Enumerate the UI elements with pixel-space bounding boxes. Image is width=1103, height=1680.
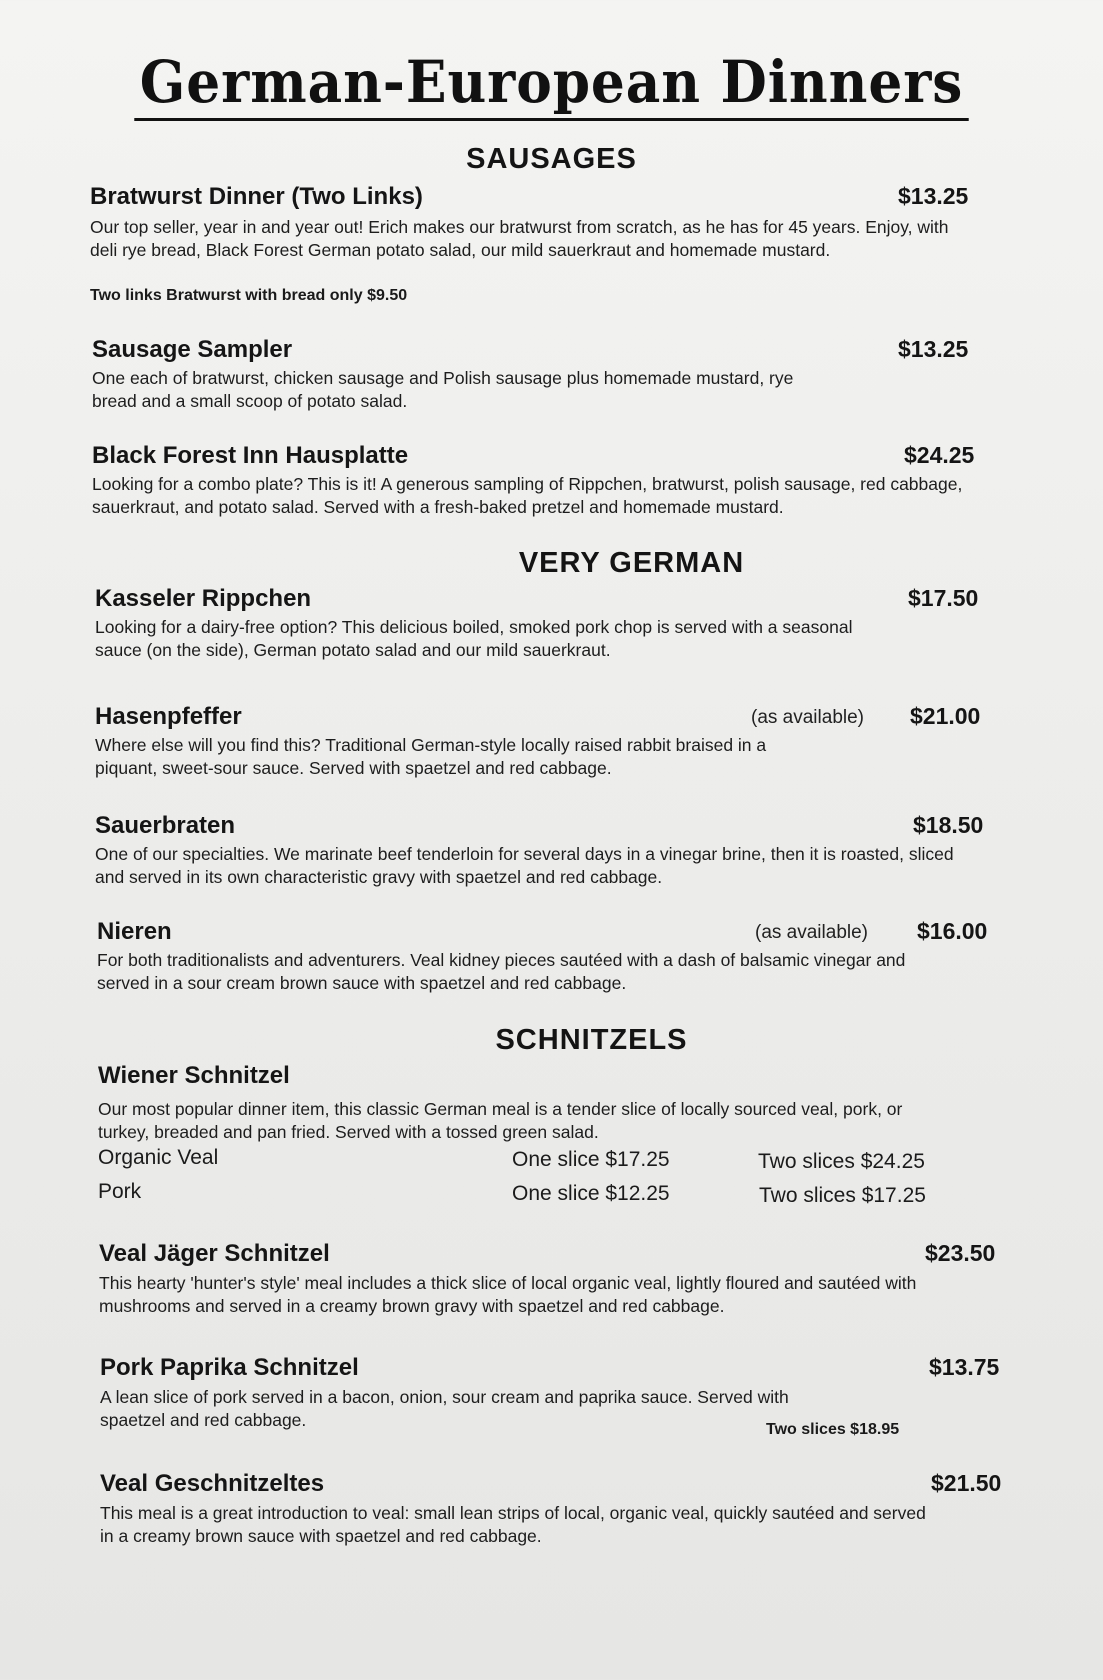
option-two-slices-organic-veal: Two slices $24.25: [758, 1150, 925, 1173]
item-description: Our top seller, year in and year out! Erich makes our bratwurst from scratch, as he has for 45 years. Enjoy, with deli rye bread, Black Forest German potato salad, our mild sauerkraut and homemade mustard.: [90, 217, 949, 260]
option-one-slice-organic-veal: One slice $17.25: [512, 1148, 670, 1171]
item-description: Looking for a dairy-free option? This delicious boiled, smoked pork chop is served with a seasonal sauce (on the side), German potato salad and our mild sauerkraut.: [95, 617, 853, 660]
item-description: A lean slice of pork served in a bacon, onion, sour cream and paprika sauce. Served with spaetzel and red cabbage.: [100, 1387, 789, 1430]
item-price: $13.75: [929, 1354, 1000, 1380]
option-label-organic-veal: Organic Veal: [98, 1146, 219, 1169]
section-heading-very-german: VERY GERMAN: [518, 547, 745, 579]
item-name: Pork Paprika Schnitzel: [100, 1354, 359, 1381]
item-description: One each of bratwurst, chicken sausage and Polish sausage plus homemade mustard, rye bread and a small scoop of potato salad.: [92, 368, 794, 411]
item-price: $13.25: [898, 336, 969, 362]
availability-label: (as available): [751, 707, 864, 728]
item-description: This meal is a great introduction to veal: small lean strips of local, organic veal, quickly sautéed and served in a creamy brown sauce with spaetzel and red cabbage.: [100, 1503, 926, 1546]
option-label-pork: Pork: [98, 1180, 142, 1203]
section-heading-sausages: SAUSAGES: [466, 143, 637, 175]
item-price: $17.50: [908, 585, 979, 611]
item-price: $24.25: [904, 442, 975, 468]
item-description: Looking for a combo plate? This is it! A generous sampling of Rippchen, bratwurst, polish sausage, red cabbage, sauerkraut, and potato salad. Served with a fresh-baked pretzel and homemade mustard.: [92, 474, 963, 517]
item-description: Where else will you find this? Traditional German-style locally raised rabbit braised in a piquant, sweet-sour sauce. Served with spaetzel and red cabbage.: [95, 735, 767, 778]
item-name: Veal Geschnitzeltes: [100, 1470, 325, 1497]
item-name: Sausage Sampler: [92, 336, 293, 363]
item-name: Bratwurst Dinner (Two Links): [90, 183, 423, 210]
item-price: $21.00: [910, 703, 981, 729]
item-name: Hasenpfeffer: [95, 703, 242, 730]
item-description: For both traditionalists and adventurers. Veal kidney pieces sautéed with a dash of balsamic vinegar and served in a sour cream brown sauce with spaetzel and red cabbage.: [97, 950, 906, 993]
item-name: Nieren: [97, 918, 172, 945]
menu-title: German-European Dinners: [0, 48, 1103, 121]
item-price: $23.50: [925, 1240, 996, 1266]
option-one-slice-pork: One slice $12.25: [512, 1182, 670, 1205]
item-price: $13.25: [898, 183, 969, 209]
item-description: Our most popular dinner item, this classic German meal is a tender slice of locally sourced veal, pork, or turkey, breaded and pan fried. Served with a tossed green salad.: [98, 1099, 903, 1142]
item-price: $16.00: [917, 918, 988, 944]
item-name: Kasseler Rippchen: [95, 585, 312, 612]
option-two-slices-pork: Two slices $17.25: [759, 1184, 926, 1207]
item-name: Wiener Schnitzel: [98, 1062, 290, 1089]
item-price: $18.50: [913, 812, 984, 838]
section-heading-schnitzels: SCHNITZELS: [495, 1024, 688, 1056]
item-name: Black Forest Inn Hausplatte: [92, 442, 409, 469]
item-name: Sauerbraten: [95, 812, 236, 839]
item-price: $21.50: [931, 1470, 1002, 1496]
item-name: Veal Jäger Schnitzel: [99, 1240, 330, 1267]
item-note: Two slices $18.95: [766, 1421, 900, 1438]
item-description: One of our specialties. We marinate beef tenderloin for several days in a vinegar brine, then it is roasted, sliced and served in its own characteristic gravy with spaetzel and red cabbage.: [95, 844, 954, 887]
item-description: This hearty 'hunter's style' meal includes a thick slice of local organic veal, lightly floured and sautéed with mushrooms and served in a creamy brown gravy with spaetzel and red cabbage.: [99, 1273, 917, 1316]
availability-label: (as available): [755, 922, 868, 943]
item-note: Two links Bratwurst with bread only $9.50: [90, 287, 408, 304]
